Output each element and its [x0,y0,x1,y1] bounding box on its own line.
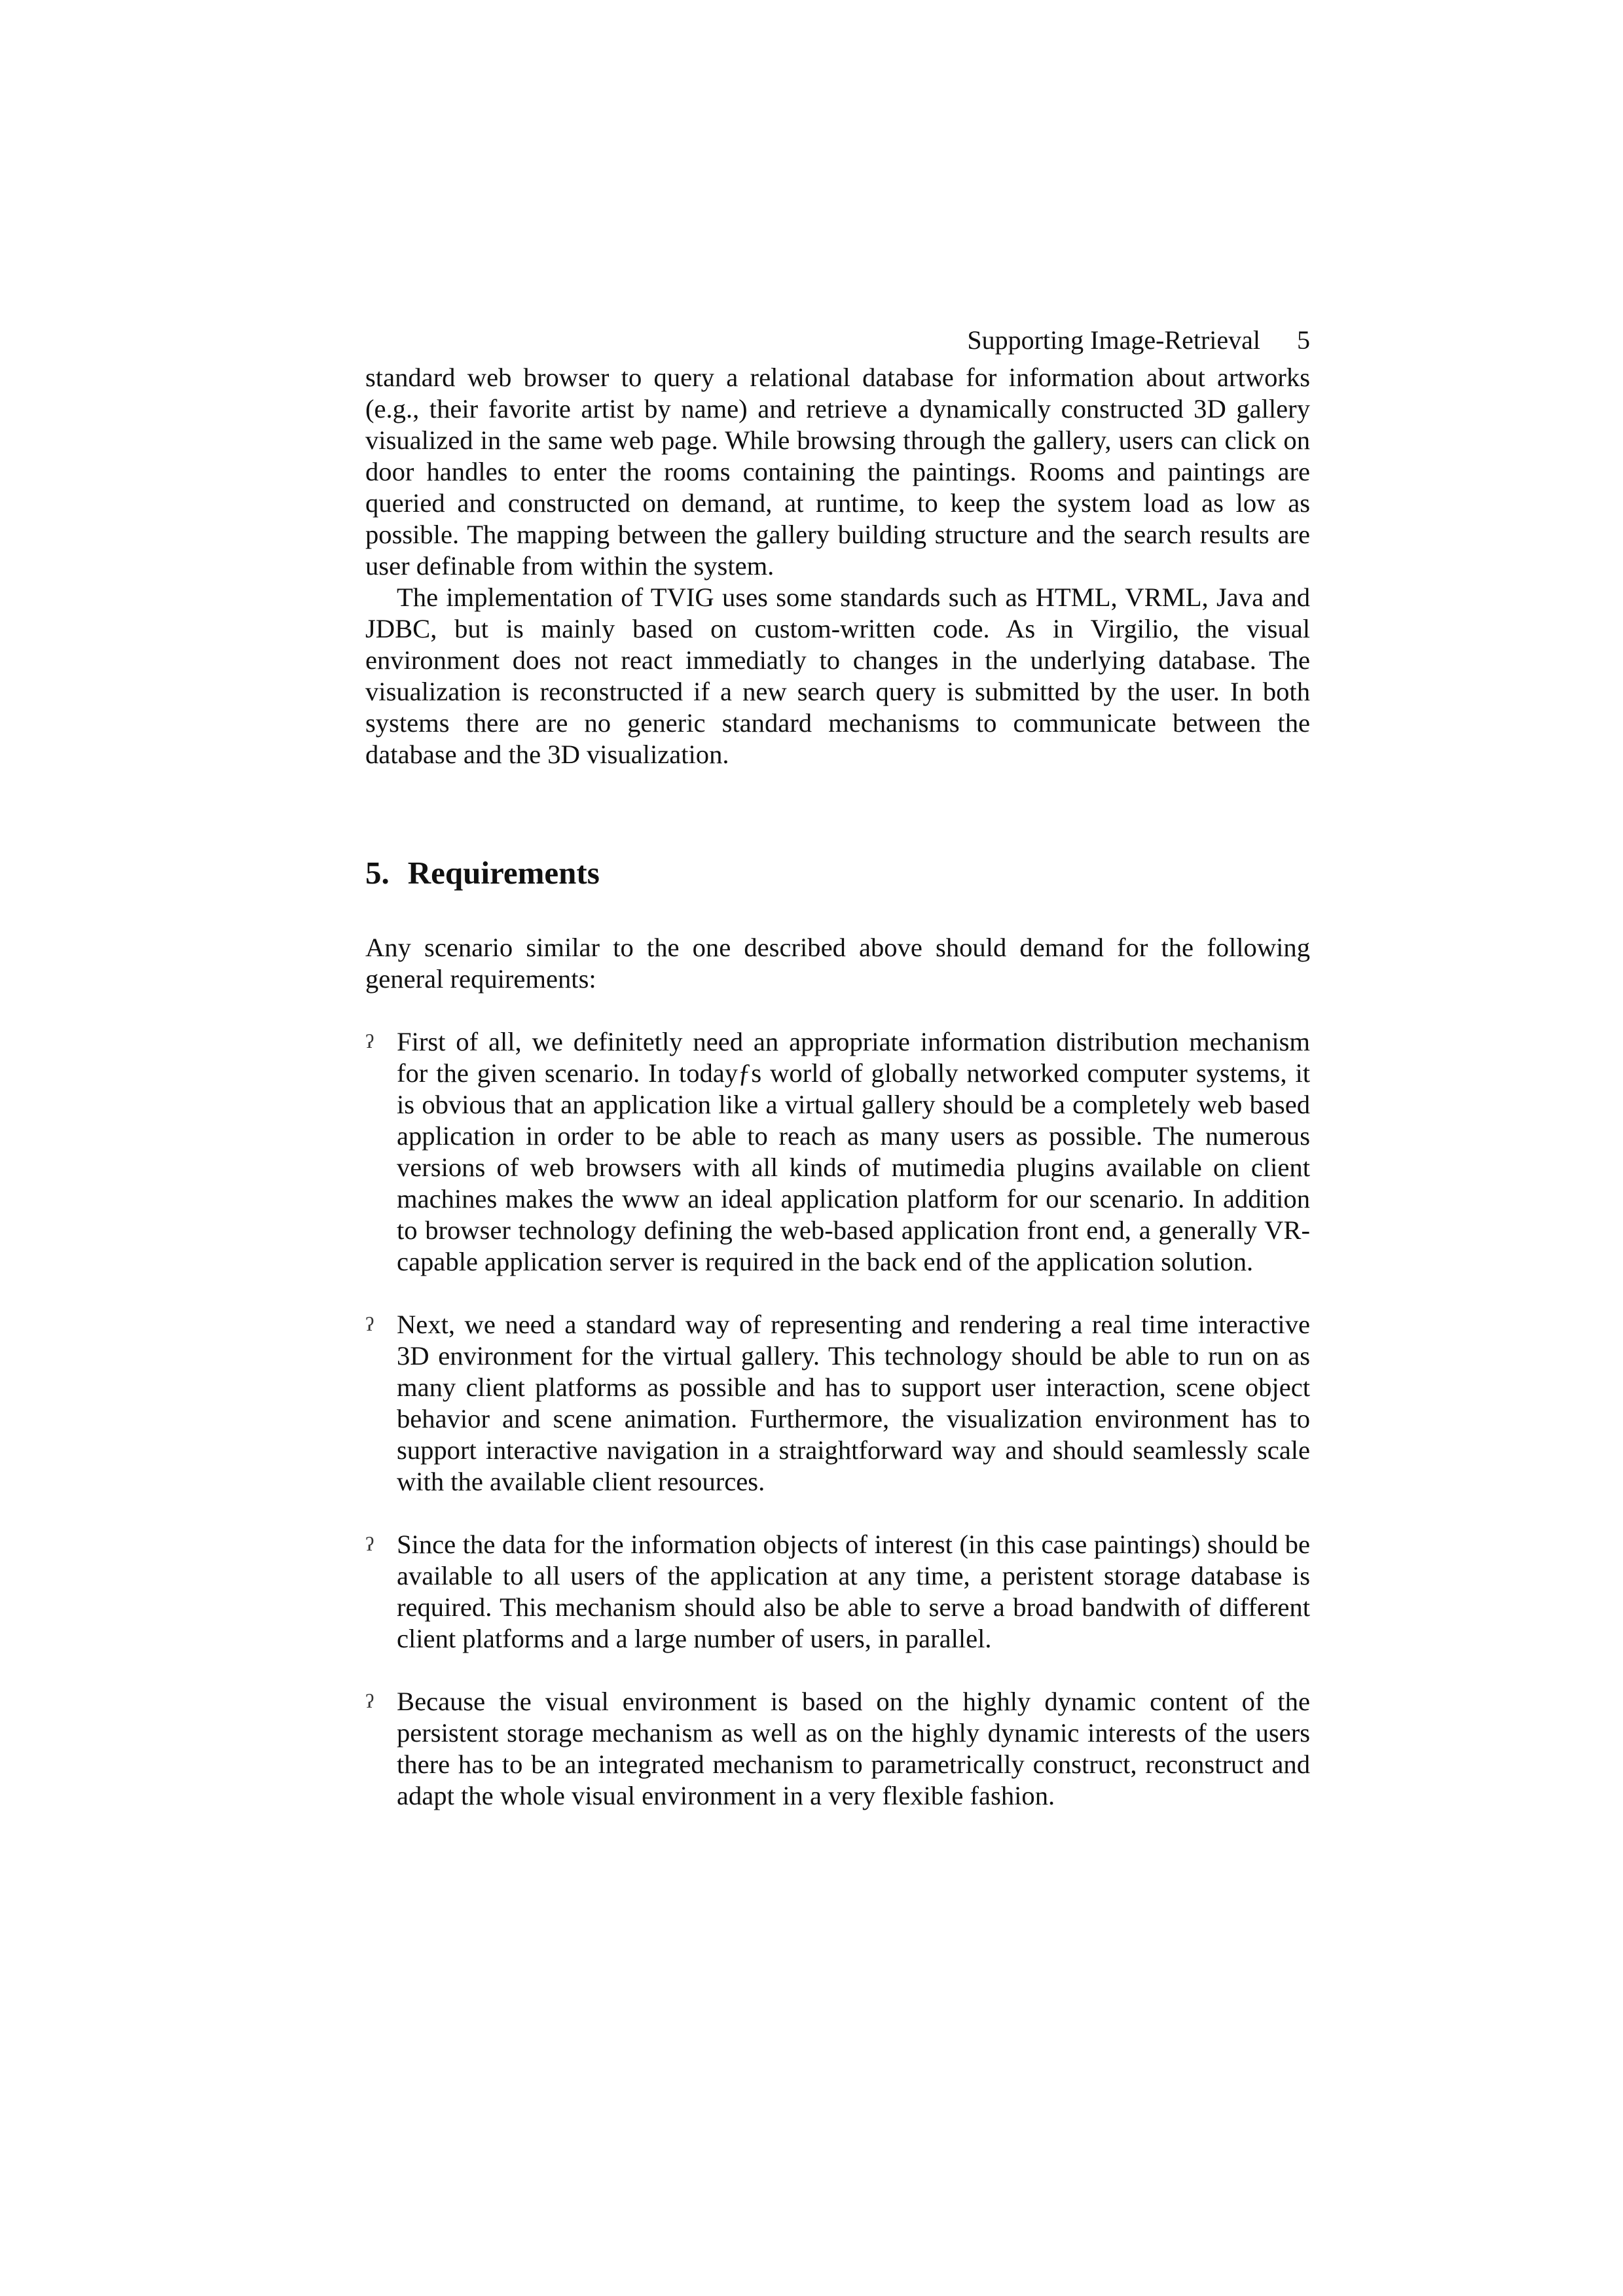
requirement-text: Since the data for the information objects of interest (in this case paintings) should be available to all users of the application at any time, a peristent storage database is required. This mechanism should also be able to serve a broad bandwith of different client platforms and a large number of users, in parallel. [397,1530,1310,1653]
intro-paragraph-1: standard web browser to query a relational database for information about artworks (e.g., their favorite artist by name) and retrieve a dynamically constructed 3D gallery visualized in the same web page. While browsing through the gallery, users can click on door handles to enter the rooms containing the paintings. Rooms and paintings are queried and constructed on demand, at runtime, to keep the system load as low as possible. The mapping between the gallery building structure and the search results are user definable from within the system. [365,363,1310,581]
page-number: 5 [1297,325,1310,355]
running-header [365,325,1310,356]
bullet-icon: ʔ [365,1534,374,1555]
intro-paragraph-2: The implementation of TVIG uses some standards such as HTML, VRML, Java and JDBC, but is mainly based on custom-written code. As in Virgilio, the visual environment does not react immediatly to changes in the underlying database. The visualization is reconstructed if a new search query is submitted by the user. In both systems there are no generic standard mechanisms to communicate between the database and the 3D visualization. [365,583,1310,769]
requirements-intro [365,932,1310,995]
list-item [365,1309,1310,1498]
requirement-text: Because the visual environment is based on the highly dynamic content of the persistent storage mechanism as well as on the highly dynamic interests of the users there has to be an integrated mechanism to parametrically construct, reconstruct and adapt the whole visual environment in a very flexible fashion. [397,1687,1310,1810]
section-number: 5. [365,855,390,891]
list-item [365,1686,1310,1812]
bullet-icon: ʔ [365,1314,374,1335]
bullet-icon: ʔ [365,1691,374,1712]
list-item [365,1529,1310,1655]
running-title: Supporting Image-Retrieval [967,325,1260,355]
section-heading [365,853,1310,893]
requirement-text: Next, we need a standard way of representing and rendering a real time interactive 3D environment for the virtual gallery. This technology should be able to run on as many client platforms as possible and has to support user interaction, scene object behavior and scene animation. Furthermore, the visualization environment has to support interactive navigation in a straightforward way and should seamlessly scale with the available client resources. [397,1310,1310,1496]
section-title: Requirements [407,855,600,891]
requirements-intro-paragraph: Any scenario similar to the one described above should demand for the following general requirements: [365,933,1310,994]
intro-text [365,362,1310,770]
bullet-icon: ʔ [365,1031,374,1052]
list-item [365,1026,1310,1278]
requirements-list [365,1026,1310,1843]
requirement-text: First of all, we definitetly need an appropriate information distribution mechanism for the given scenario. In todayƒs world of globally networked computer systems, it is obvious that an application like a virtual gallery should be a completely web based application in order to be able to reach as many users as possible. The numerous versions of web browsers with all kinds of mutimedia plugins available on client machines makes the www an ideal application platform for our scenario. In addition to browser technology defining the web-based application front end, a generally VR-capable application server is required in the back end of the application solution. [397,1027,1310,1276]
